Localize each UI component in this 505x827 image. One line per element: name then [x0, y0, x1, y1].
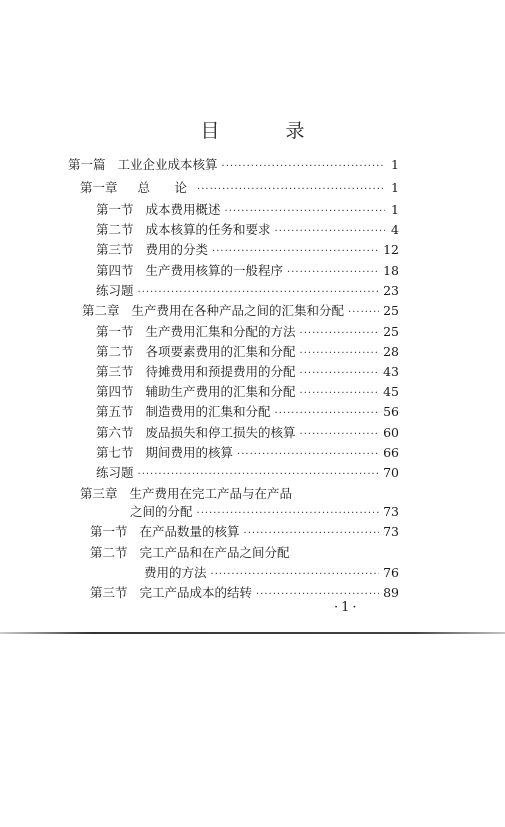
toc-number: 第二章	[82, 303, 120, 318]
toc-page: 18	[383, 263, 399, 278]
dot-leader	[222, 159, 385, 175]
toc-entry-section-1-2[interactable]	[96, 222, 399, 240]
toc-text: 成本费用概述	[145, 202, 221, 217]
toc-number: 第二节	[96, 344, 134, 359]
page-title: 目 录	[200, 120, 335, 142]
toc-number: 第三节	[96, 242, 134, 257]
toc-page: 45	[383, 384, 399, 399]
toc-number: 第一篇	[68, 157, 106, 172]
toc-number: 第五节	[96, 404, 134, 419]
toc-text: 各项要素费用的汇集和分配	[145, 344, 296, 359]
page-number: ·1·	[334, 600, 360, 615]
toc-entry-section-2-4[interactable]	[96, 384, 399, 402]
toc-page: 1	[391, 202, 399, 217]
toc-page: 12	[383, 242, 399, 257]
toc-entry-part-1[interactable]	[68, 157, 399, 175]
toc-entry-section-1-3[interactable]	[96, 242, 399, 260]
toc-text: 成本核算的任务和要求	[145, 222, 271, 237]
dot-leader	[244, 526, 380, 542]
dot-leader	[225, 204, 385, 220]
toc-text: 生产费用在完工产品与在产品	[129, 486, 293, 501]
toc-text: 废品损失和停工损失的核算	[145, 425, 296, 440]
toc-text: 完工产品成本的结转	[139, 585, 253, 600]
toc-text: 辅助生产费用的汇集和分配	[145, 384, 296, 399]
dot-leader	[256, 587, 379, 603]
toc-number: 第三节	[90, 585, 128, 600]
dot-leader	[348, 305, 379, 321]
toc-number: 第三章	[80, 486, 118, 501]
toc-page: 76	[383, 565, 399, 580]
toc-page: 66	[383, 445, 399, 460]
toc-page: 70	[383, 465, 399, 480]
toc-entry-section-2-5[interactable]	[96, 404, 399, 422]
toc-number: 第一节	[96, 202, 134, 217]
dot-leader	[300, 366, 380, 382]
page-bottom-rule	[0, 632, 505, 634]
toc-text: 在产品数量的核算	[139, 524, 240, 539]
dot-leader	[197, 182, 385, 198]
toc-number: 第一章	[80, 180, 118, 195]
toc-number: 第一节	[90, 524, 128, 539]
toc-entry-exercises-2[interactable]	[96, 465, 399, 483]
dot-leader	[300, 386, 380, 402]
toc-number: 第三节	[96, 364, 134, 379]
toc-text: 工业企业成本核算	[117, 157, 218, 172]
toc-text: 制造费用的汇集和分配	[145, 404, 271, 419]
toc-page: 56	[383, 404, 399, 419]
toc-text: 练习题	[96, 465, 134, 480]
toc-entry-section-2-3[interactable]	[96, 364, 399, 382]
toc-text: 生产费用汇集和分配的方法	[145, 324, 296, 339]
toc-entry-section-2-7[interactable]	[96, 445, 399, 463]
toc-entry-chapter-3-continued[interactable]	[130, 504, 399, 522]
toc-text: 之间的分配	[130, 504, 193, 519]
toc-entry-chapter-1[interactable]	[80, 180, 399, 198]
toc-page: 25	[383, 324, 399, 339]
dot-leader	[211, 567, 380, 583]
toc-page: 23	[383, 283, 399, 298]
dot-leader	[275, 224, 385, 240]
toc-text: 待摊费用和预提费用的分配	[145, 364, 296, 379]
toc-page: 73	[383, 504, 399, 519]
toc-number: 第四节	[96, 384, 134, 399]
dot-leader	[212, 244, 379, 260]
toc-page: 1	[391, 180, 399, 195]
toc-number: 第一节	[96, 324, 134, 339]
toc-text: 完工产品和在产品之间分配	[139, 545, 290, 560]
dot-leader	[197, 506, 380, 522]
toc-page: 73	[383, 524, 399, 539]
toc-number: 第四节	[96, 263, 134, 278]
toc-page: 4	[391, 222, 399, 237]
toc-text: 生产费用在各种产品之间的汇集和分配	[131, 303, 345, 318]
toc-entry-section-1-4[interactable]	[96, 263, 399, 281]
toc-entry-section-3-2-continued[interactable]	[144, 565, 399, 583]
toc-entry-section-2-1[interactable]	[96, 324, 399, 342]
toc-page: 28	[383, 344, 399, 359]
dot-leader	[300, 427, 380, 443]
dot-leader	[138, 285, 380, 301]
toc-entry-section-2-2[interactable]	[96, 344, 399, 362]
toc-text: 总 论	[137, 180, 194, 195]
toc-entry-section-3-2[interactable]	[90, 545, 290, 561]
toc-page: 43	[383, 364, 399, 379]
toc-text: 费用的分类	[145, 242, 209, 257]
toc-text: 练习题	[96, 283, 134, 298]
toc-entry-chapter-2[interactable]	[82, 303, 399, 321]
dot-leader	[138, 467, 380, 483]
toc-number: 第二节	[96, 222, 134, 237]
dot-leader	[300, 346, 380, 362]
dot-leader	[300, 326, 380, 342]
toc-number: 第二节	[90, 545, 128, 560]
toc-text: 生产费用核算的一般程序	[145, 263, 284, 278]
toc-entry-exercises-1[interactable]	[96, 283, 399, 301]
toc-page: 1	[391, 157, 399, 172]
toc-number: 第六节	[96, 425, 134, 440]
toc-text: 费用的方法	[144, 565, 207, 580]
toc-entry-section-3-1[interactable]	[90, 524, 399, 542]
toc-page: 25	[383, 303, 399, 318]
toc-number: 第七节	[96, 445, 134, 460]
dot-leader	[237, 447, 379, 463]
dot-leader	[287, 265, 379, 281]
toc-page: 89	[383, 585, 399, 600]
toc-text: 期间费用的核算	[145, 445, 234, 460]
toc-page: 60	[383, 425, 399, 440]
dot-leader	[275, 406, 380, 422]
toc-entry-section-1-1[interactable]	[96, 202, 399, 220]
toc-entry-chapter-3[interactable]	[80, 486, 292, 502]
toc-entry-section-2-6[interactable]	[96, 425, 399, 443]
